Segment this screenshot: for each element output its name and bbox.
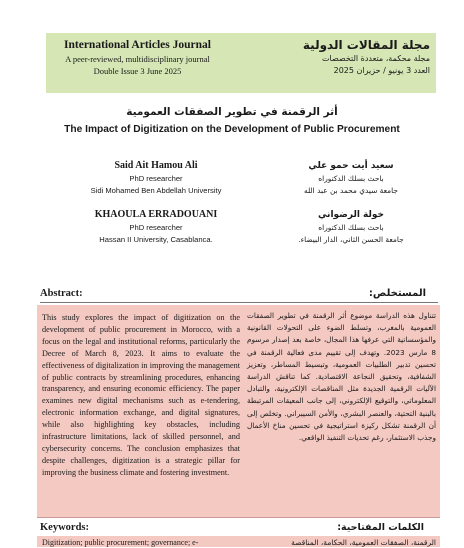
- journal-header-en: [50, 38, 225, 77]
- author-1-en: [56, 159, 256, 197]
- journal-name-en: International Articles Journal: [64, 39, 211, 51]
- author-affiliation: Hassan II University, Casablanca.: [99, 235, 213, 244]
- journal-header-ar: [255, 38, 430, 77]
- abstract-label-en: Abstract:: [40, 288, 83, 299]
- article-title-ar: أثر الرقمنة في تطوير الصفقات العمومية: [126, 106, 338, 118]
- abstract-label-ar: المستخلص:: [368, 288, 426, 299]
- author-2-ar: [276, 208, 426, 246]
- keywords-label-ar: الكلمات المفتاحية:: [337, 522, 424, 533]
- journal-name-ar: مجلة المقالات الدولية: [302, 38, 430, 52]
- keywords-text-en: Digitization; public procurement; governance; e-: [42, 538, 199, 547]
- author-role: PhD researcher: [129, 223, 183, 232]
- author-role: باحث بسلك الدكتوراه: [318, 223, 384, 232]
- journal-subtitle-ar: مجلة محكمة، متعددة التخصصات: [322, 54, 430, 63]
- author-role: باحث بسلك الدكتوراه: [318, 174, 384, 183]
- author-1-ar: [276, 159, 426, 197]
- author-role: PhD researcher: [129, 174, 183, 183]
- abstract-divider: [40, 302, 438, 303]
- journal-issue-ar: العدد 3 يونيو / حزيران 2025: [333, 66, 430, 75]
- author-name: خولة الرضواني: [317, 210, 385, 220]
- author-name: KHAOULA ERRADOUANI: [94, 209, 218, 220]
- author-name: سعيد أيت حمو علي: [308, 161, 394, 171]
- journal-subtitle-en: A peer-reviewed, multidisciplinary journal: [65, 54, 210, 64]
- article-title-en: The Impact of Digitization on the Development of Public Procurement: [64, 124, 400, 135]
- keywords-text-ar: الرقمنة، الصفقات العمومية، الحكامة، المناقصة: [291, 538, 436, 547]
- keywords-label-en: Keywords:: [40, 522, 89, 533]
- author-affiliation: جامعة سيدي محمد بن عبد الله: [304, 186, 398, 195]
- journal-issue-en: Double Issue 3 June 2025: [93, 66, 182, 76]
- abstract-text-en: This study explores the impact of digitization on the development of public procurement in Morocco, with a focus on the legal and institutional reforms, particularly the Decree of March 8, 2023. It aims to evaluate the effectiveness of digitalization in improving the management of public contracts by streamlining procedures, enhancing transparency, and ensuring economic efficiency. The paper examines new digital mechanisms such as e-tendering, electronic information exchange, and digital signatures, while also highlighting key obstacles, including infrastructure limitations, lack of skilled personnel, and cybersecurity concerns. The conclusion emphasizes that despite challenges, digitization is a strategic pillar for improving the business climate and fostering investment.: [42, 313, 240, 477]
- author-2-en: [56, 208, 256, 246]
- abstract-text-ar: تتناول هذه الدراسة موضوع أثر الرقمنة في تطوير الصفقات العمومية بالمغرب، وتسلط الضوء على التحولات القانونية والمؤسساتية التي عرفها هذا المجال، خاصة بعد إصدار مرسوم 8 مارس 2023. وتهدف إلى تقييم مدى فعالية الرقمنة في تحسين تدبير الطلبيات العمومية، وتبسيط المساطر، وتعزيز الشفافية، وتحقيق النجاعة الاقتصادية. كما تناقش الدراسة الآليات الرقمية الجديدة مثل المناقصات الإلكترونية، والتبادل المعلوماتي، والتوقيع الإلكتروني، إلى جانب المعيقات المرتبطة بالبنية التحتية، والعنصر البشري، والأمن السيبراني. وتخلص إلى أن الرقمنة تشكل ركيزة استراتيجية في تحسين مناخ الأعمال وجذب الاستثمار، رغم تحديات التنفيذ الواقعي.: [247, 311, 437, 443]
- author-affiliation: Sidi Mohamed Ben Abdellah University: [90, 186, 222, 195]
- author-affiliation: جامعة الحسن الثاني، الدار البيضاء.: [298, 235, 404, 244]
- author-name: Said Ait Hamou Ali: [114, 160, 198, 171]
